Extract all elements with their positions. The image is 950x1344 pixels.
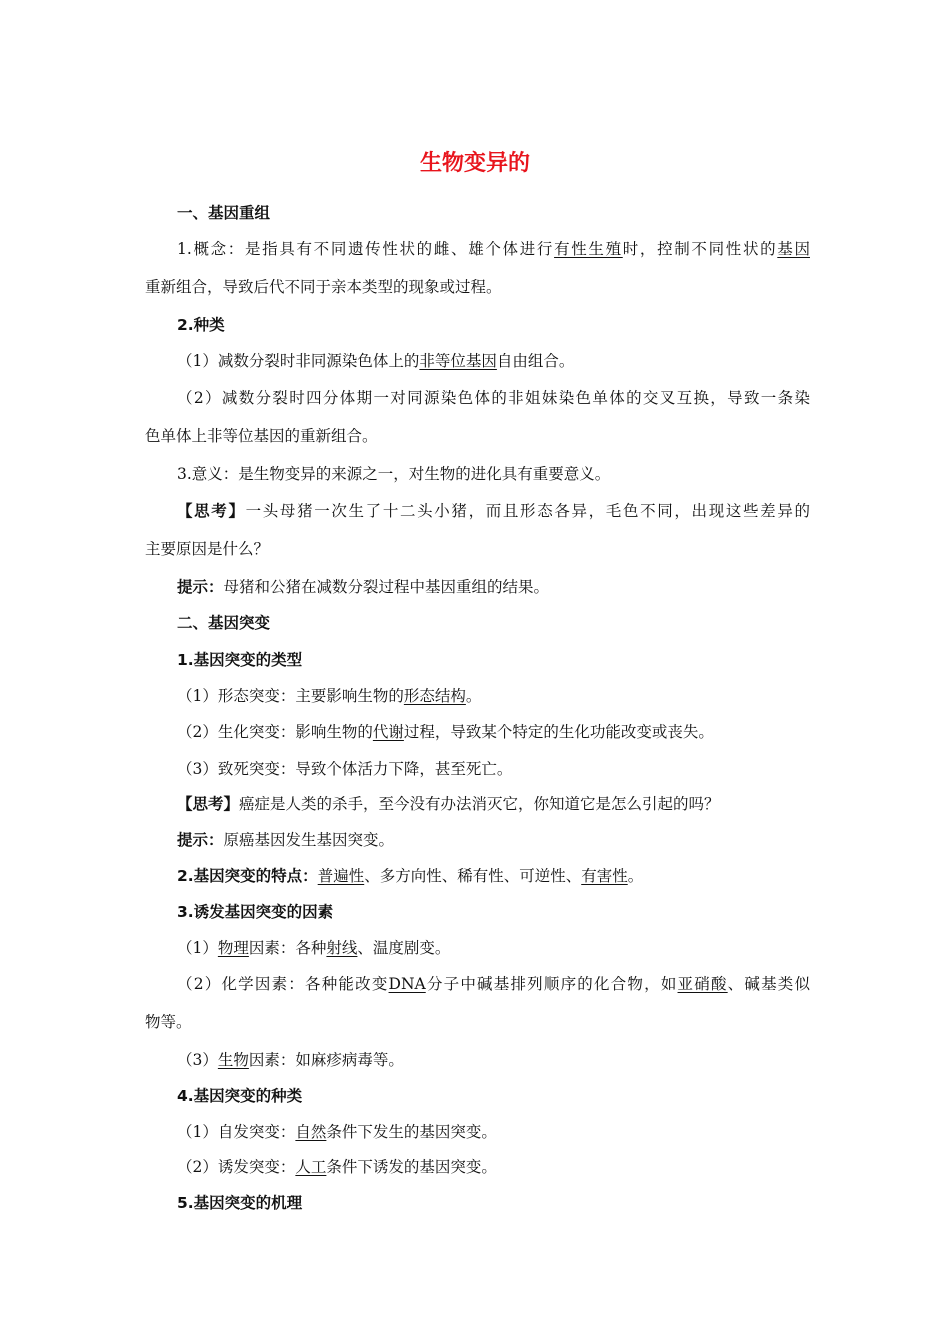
kinds-heading: 2.种类 (177, 316, 225, 334)
mutation-type-3: （3）致死突变：导致个体活力下降，甚至死亡。 (177, 760, 513, 778)
significance-paragraph: 3.意义：是生物变异的来源之一，对生物的进化具有重要意义。 (177, 465, 611, 483)
hint-1: 提示：母猪和公猪在减数分裂过程中基因重组的结果。 (177, 578, 550, 596)
mutation-type-1: （1）形态突变：主要影响生物的形态结构。 (177, 687, 482, 705)
mutation-kinds-heading: 4.基因突变的种类 (177, 1087, 303, 1105)
concept-paragraph-line1: 1.概念：是指具有不同遗传性状的雌、雄个体进行有性生殖时，控制不同性状的基因 (177, 240, 810, 258)
kind-item-2-line2: 色单体上非等位基因的重新组合。 (145, 427, 378, 445)
factor-chemical-line1: （2）化学因素：各种能改变DNA分子中碱基排列顺序的化合物，如亚硝酸、碱基类似 (177, 975, 810, 993)
mutation-features: 2.基因突变的特点：普遍性、多方向性、稀有性、可逆性、有害性。 (177, 867, 644, 885)
think-question-1-line2: 主要原因是什么？ (145, 540, 270, 558)
mutation-type-2: （2）生化突变：影响生物的代谢过程，导致某个特定的生化功能改变或丧失。 (177, 723, 714, 741)
section-heading-recombination: 一、基因重组 (177, 204, 271, 222)
think-question-2: 【思考】癌症是人类的杀手，至今没有办法消灭它，你知道它是怎么引起的吗？ (177, 795, 720, 813)
factors-heading: 3.诱发基因突变的因素 (177, 903, 334, 921)
hint-2: 提示：原癌基因发生基因突变。 (177, 831, 395, 849)
mutation-kind-induced: （2）诱发突变：人工条件下诱发的基因突变。 (177, 1158, 497, 1176)
factor-biological: （3）生物因素：如麻疹病毒等。 (177, 1051, 404, 1069)
factor-physical: （1）物理因素：各种射线、温度剧变。 (177, 939, 451, 957)
concept-paragraph-line2: 重新组合，导致后代不同于亲本类型的现象或过程。 (145, 278, 502, 296)
page-title: 生物变异的 (419, 151, 530, 176)
think-question-1-line1: 【思考】一头母猪一次生了十二头小猪，而且形态各异，毛色不同，出现这些差异的 (177, 502, 810, 520)
kind-item-1: （1）减数分裂时非同源染色体上的非等位基因自由组合。 (177, 352, 575, 370)
section-heading-mutation: 二、基因突变 (177, 614, 271, 632)
kind-item-2-line1: （2）减数分裂时四分体期一对同源染色体的非姐妹染色单体的交叉互换，导致一条染 (177, 389, 810, 407)
mutation-types-heading: 1.基因突变的类型 (177, 651, 303, 669)
mutation-kind-spontaneous: （1）自发突变：自然条件下发生的基因突变。 (177, 1123, 497, 1141)
mechanism-heading: 5.基因突变的机理 (177, 1194, 303, 1212)
factor-chemical-line2: 物等。 (145, 1013, 192, 1031)
